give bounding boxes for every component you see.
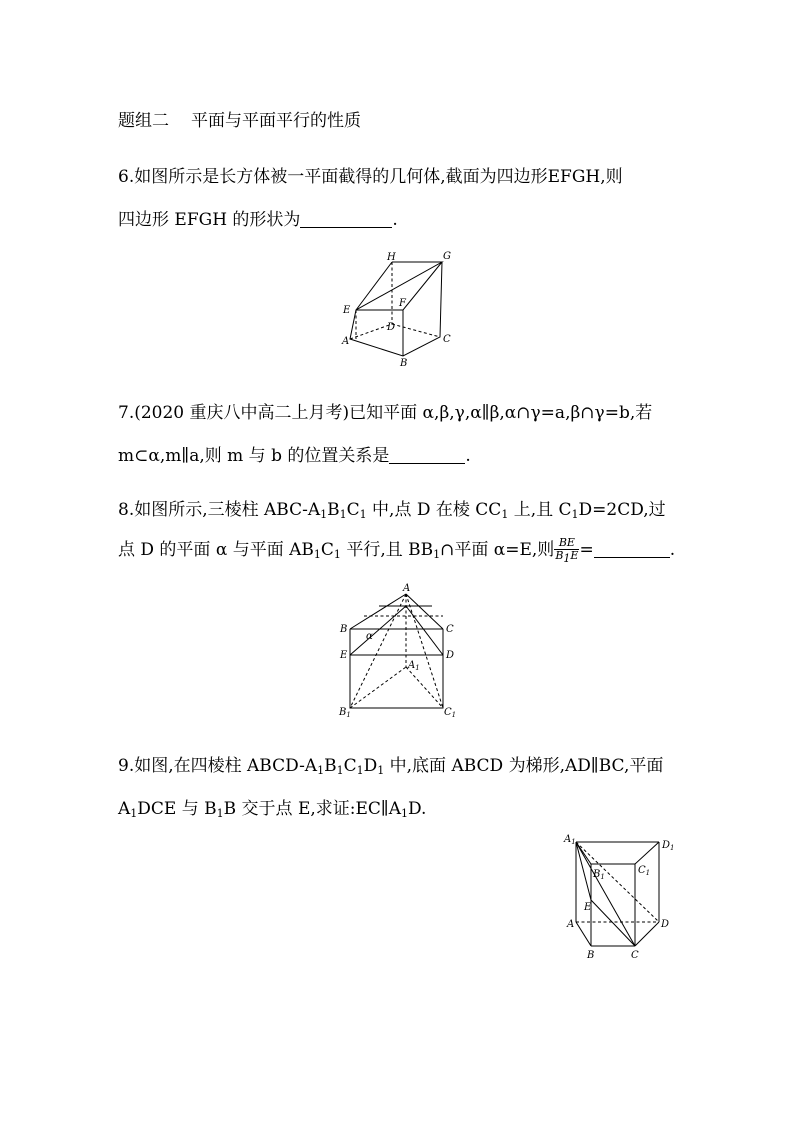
section-heading [118,106,361,131]
q8-answer-blank[interactable] [594,541,670,558]
q7-line2 [118,441,471,466]
q8-label-A: A [403,583,411,594]
q9-edge-AB [576,922,591,946]
q8-line2 [118,535,675,565]
q8-text: B [327,500,340,520]
q8-line1 [118,495,666,521]
q8-text: 平行,且 BB [340,540,434,560]
q9-text: C [343,756,357,776]
q8-sub: 1 [313,548,321,561]
q8-label-B1: $B_1$ [339,707,351,719]
q8-sub: 1 [571,508,579,521]
q8-text: ∩平面 α=E,则 [440,540,555,560]
q9-sub: 1 [377,764,385,777]
q8-sub: 1 [339,508,347,521]
q7-text: m⊂α,m∥a,则 m 与 b 的位置关系是 [118,446,390,466]
q8-label-C1: $C_1$ [444,707,457,719]
q8-label-A1: $A_1$ [408,660,420,672]
q8-figure [334,582,464,722]
q6-line2 [118,205,398,230]
q9-text: A [118,799,131,819]
q8-frac-den-b: E [570,548,579,562]
q8-edge-plane-left [350,606,406,655]
q6-hidden-AD [350,324,392,339]
q8-edge-plane-right [406,606,443,655]
q8-text: 中,点 D 在棱 CC [366,500,502,520]
q8-label-D: D [446,650,455,661]
q9-edge-CD [635,922,659,946]
q9-sub: 1 [356,764,364,777]
q9-text: 9.如图,在四棱柱 ABCD-A [118,756,318,776]
q6-period: . [392,210,398,230]
section-label: 题组二 [118,111,169,131]
q8-hidden-A1C1 [406,667,443,708]
q6-figure [335,248,465,366]
q8-sub: 1 [501,508,509,521]
q8-sub: 1 [359,508,367,521]
q8-label-alpha: α [366,631,373,642]
q8-text: C [320,540,334,560]
q8-sub: 1 [563,551,571,565]
q6-edge-HE [356,262,392,310]
q6-edge-outline [350,262,442,356]
q9-sub: 1 [401,807,409,820]
q6-label-A: A [342,336,350,347]
q9-text: DCE 与 B [137,799,217,819]
q6-label-B: B [400,358,408,366]
q6-label-D: D [387,322,396,333]
q8-sub: 1 [333,548,341,561]
q9-edge-C1D1 [635,842,659,864]
q6-label-E: E [343,305,351,316]
q9-sub: 1 [130,807,138,820]
q8-fraction [554,537,579,565]
q8-frac-den-a: B [555,548,564,562]
q8-text: 上,且 C [508,500,572,520]
q9-figure [560,830,690,965]
q9-label-A1: $A_1$ [564,834,576,846]
q8-frac-den [554,550,579,565]
q6-line1: 6.如图所示是长方体被一平面截得的几何体,截面为四边形EFGH,则 [118,167,623,187]
q8-sub: 1 [433,548,441,561]
q6-answer-blank[interactable] [300,211,392,228]
q7-period: . [465,446,471,466]
q9-sub: 1 [317,764,325,777]
section-title: 平面与平面平行的性质 [191,111,361,131]
q9-line2 [118,794,426,820]
q8-label-E: E [340,650,348,661]
q8-text: 8.如图所示,三棱柱 ABC-A [118,500,321,520]
q9-edge-A1C [576,842,635,946]
q8-text: = [579,540,594,560]
q7-line1: 7.(2020 重庆八中高二上月考)已知平面 α,β,γ,α∥β,α∩γ=a,β∩γ=b,若 [118,403,653,423]
q9-sub: 1 [336,764,344,777]
q9-label-E: E [584,902,592,913]
q6-label-G: G [443,251,451,262]
q6-label-H: H [387,252,396,263]
q8-text: C [346,500,360,520]
q9-line1 [118,751,663,777]
q9-label-A: A [567,919,575,930]
q8-text: 点 D 的平面 α 与平面 AB [118,540,314,560]
q8-label-C: C [446,624,454,635]
q7-answer-blank[interactable] [389,447,465,464]
q9-edge-A1E [576,842,591,900]
q6-label-F: F [399,298,406,309]
q6-text: 四边形 EFGH 的形状为 [118,210,301,230]
q9-text: 中,底面 ABCD 为梯形,AD∥BC,平面 [384,756,664,776]
q9-label-B: B [587,950,595,961]
q9-label-C: C [631,950,639,961]
q8-frac-num: BE [554,537,579,550]
q9-label-B1: $B_1$ [593,869,605,881]
q9-label-C1: $C_1$ [638,865,651,877]
q8-period: . [669,540,676,560]
q9-label-D1: $D_1$ [662,840,675,852]
q6-label-C: C [443,334,451,345]
q9-text: D. [408,799,427,819]
q9-sub: 1 [216,807,224,820]
q9-text: B [324,756,337,776]
q6-hidden-DC [392,324,440,337]
q8-hidden-B1A1 [350,667,406,708]
q8-sub: 1 [320,508,328,521]
q9-label-D: D [661,919,670,930]
q9-text: D [363,756,378,776]
q8-edge-frame [350,629,443,708]
q8-text: D=2CD,过 [578,500,666,520]
q8-label-B: B [340,624,348,635]
q9-text: B 交于点 E,求证:EC∥A [223,799,402,819]
